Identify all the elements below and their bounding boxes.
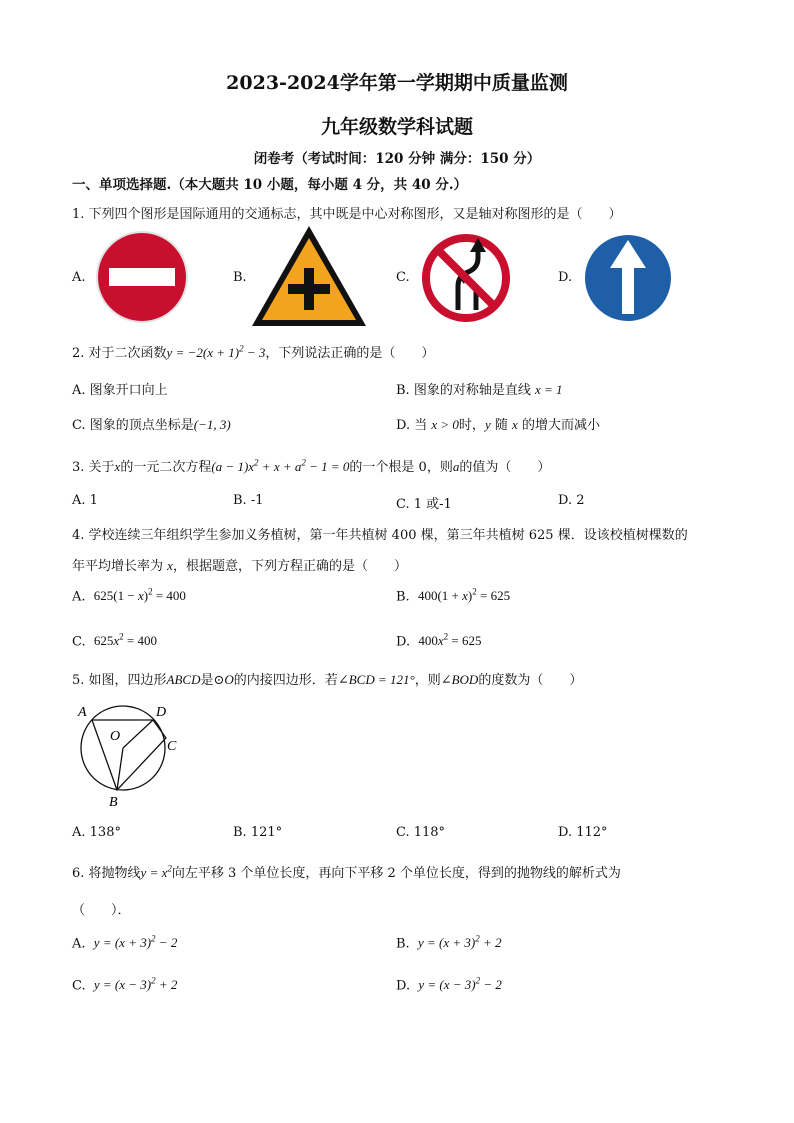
point-o-label: O	[110, 729, 121, 744]
q6-stem: 6. 将抛物线$y = x^2$向左平移 3 个单位长度，再向下平移 2 个单位长度，得到的抛物线的解析式为	[72, 863, 621, 881]
q4-option-a: A. $625(1 - x)^2 = 400$	[72, 587, 186, 605]
exam-title: 2023-2024学年第一学期期中质量监测	[226, 72, 568, 94]
q5-stem: 5. 如图，四边形ABCD是⊙O的内接四边形．若∠BCD = 121°，则∠BOD的度数为（ ）	[72, 672, 583, 688]
straight-ahead-sign-icon	[580, 230, 676, 326]
point-a-label: A	[78, 705, 87, 720]
q4-option-c: C. $625x^2 = 400$	[72, 632, 158, 650]
q6-option-a: A. $y = (x + 3)^2 - 2$	[72, 934, 178, 952]
q3-option-a: A. 1	[72, 493, 98, 508]
q1-option-d-label: D.	[558, 270, 573, 285]
q6-option-b: B. $y = (x + 3)^2 + 2$	[396, 934, 502, 952]
q3-option-b: B. -1	[233, 493, 264, 508]
q1-option-a-label: A.	[72, 270, 86, 285]
no-overtaking-sign-icon	[418, 230, 514, 326]
q6-option-d: D. $y = (x - 3)^2 - 2$	[396, 976, 502, 994]
q5-option-d: D. 112°	[558, 825, 608, 840]
q2-function-formula: $y = -2(x + 1)^2 - 3$	[166, 343, 266, 360]
point-d-label: D	[156, 705, 167, 720]
q4-option-b: B. $400(1 + x)^2 = 625$	[396, 587, 511, 605]
exam-subtitle: 九年级数学科试题	[320, 116, 473, 138]
crossroad-warning-sign-icon	[250, 224, 368, 328]
q4-stem-line1: 4. 学校连续三年组织学生参加义务植树，第一年共植树 400 棵，第三年共植树 625 棵．设该校植树棵数的	[72, 528, 688, 543]
point-c-label: C	[167, 739, 177, 754]
q2-option-d: D. 当 x > 0时，y 随 x 的增大而减小	[396, 417, 600, 433]
q4-option-d: D. $400x^2 = 625$	[396, 632, 482, 650]
no-entry-sign-icon	[93, 228, 191, 326]
section-heading: 一、单项选择题.（本大题共 10 小题，每小题 4 分，共 40 分.）	[72, 177, 468, 193]
q1-option-b-label: B.	[233, 270, 247, 285]
q2-stem: 2. 对于二次函数$y = -2(x + 1)^2 - 3$，下列说法正确的是（ ）	[72, 343, 435, 361]
q1-stem: 1. 下列四个图形是国际通用的交通标志，其中既是中心对称图形，又是轴对称图形的是（ ）	[72, 207, 622, 222]
q3-option-c: C. 1 或-1	[396, 497, 452, 512]
q1-option-c-label: C.	[396, 270, 410, 285]
q6-stem-line2: （ ）．	[72, 903, 131, 918]
q6-option-c: C. $y = (x - 3)^2 + 2$	[72, 976, 178, 994]
q5-option-a: A. 138°	[72, 825, 121, 840]
q2-option-a: A. 图象开口向上	[72, 383, 168, 398]
q3-option-d: D. 2	[558, 493, 585, 508]
circle-quadrilateral-diagram	[70, 700, 190, 810]
q5-option-c: C. 118°	[396, 825, 446, 840]
exam-info: 闭卷考（考试时间：120 分钟 满分：150 分）	[253, 151, 541, 167]
q4-stem-line2: 年平均增长率为 x，根据题意，下列方程正确的是（ ）	[72, 558, 407, 574]
q5-option-b: B. 121°	[233, 825, 283, 840]
q2-option-b: B. 图象的对称轴是直线 x = 1	[396, 382, 563, 398]
point-b-label: B	[109, 795, 118, 810]
q2-option-c: C. 图象的顶点坐标是(−1, 3)	[72, 417, 231, 433]
q3-stem: 3. 关于x的一元二次方程$(a - 1)x^2 + x + a^2 - 1 = 0$的一个根是 0，则a的值为（ ）	[72, 457, 551, 475]
